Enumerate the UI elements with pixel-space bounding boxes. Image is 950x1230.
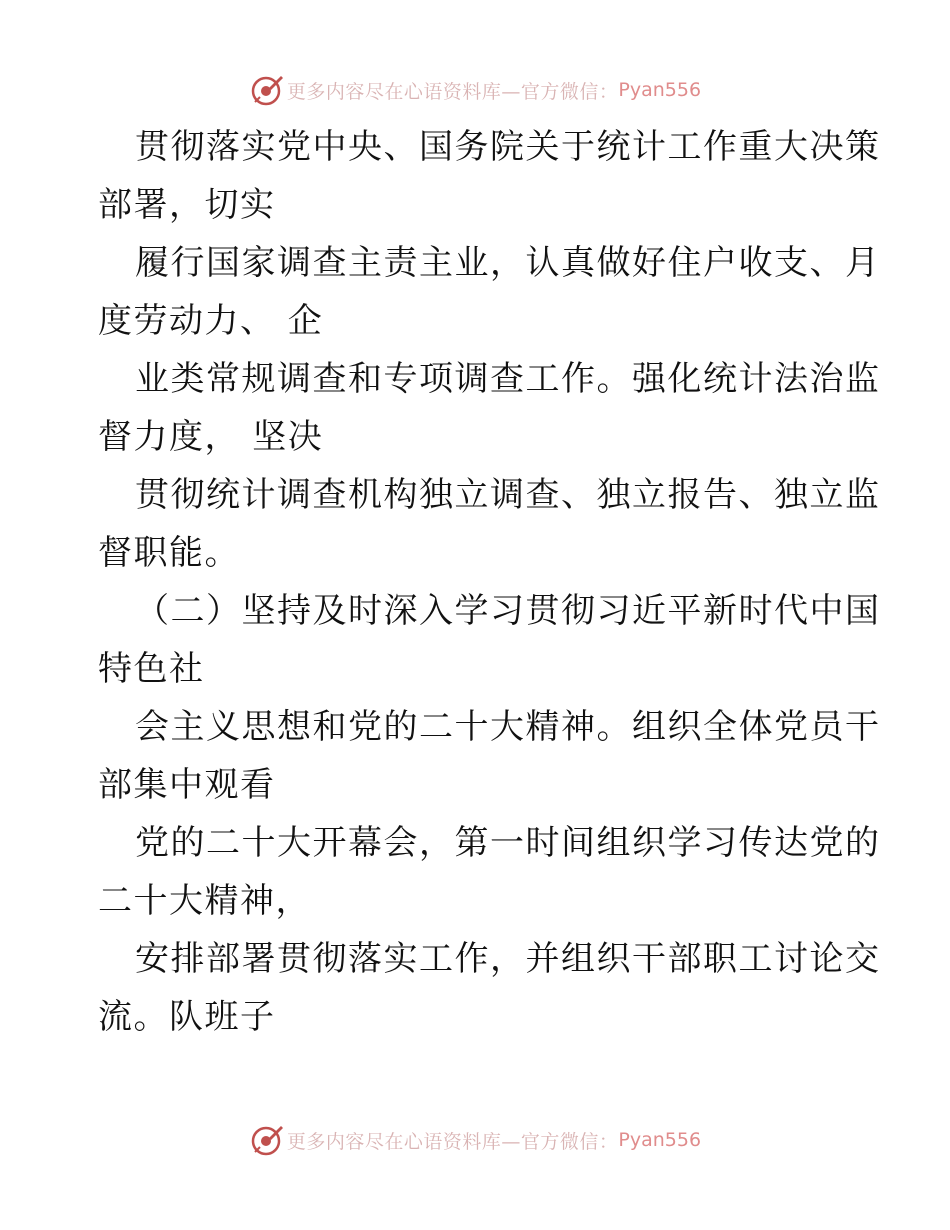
pen-logo-icon xyxy=(249,1122,285,1158)
body-line: 业类常规调查和专项调查工作。强化统计法治监 xyxy=(135,359,881,399)
body-line: （二）坚持及时深入学习贯彻习近平新时代中国 xyxy=(135,591,881,631)
watermark-wechat-id: Pyan556 xyxy=(618,79,702,101)
pen-logo-icon xyxy=(249,72,285,108)
body-line: 督职能。 xyxy=(98,533,240,573)
body-line: 贯彻落实党中央、国务院关于统计工作重大决策 xyxy=(135,127,881,167)
footer-watermark xyxy=(0,1122,950,1158)
body-line: 督力度， 坚决 xyxy=(98,417,324,457)
body-line: 部署，切实 xyxy=(98,185,276,225)
body-line: 特色社 xyxy=(98,649,205,689)
body-line: 部集中观看 xyxy=(98,765,276,805)
watermark-text: 更多内容尽在心语资料库—官方微信： xyxy=(286,1130,619,1153)
document-body xyxy=(98,118,881,1046)
body-line: 安排部署贯彻落实工作，并组织干部职工讨论交 xyxy=(135,939,881,979)
body-line: 会主义思想和党的二十大精神。组织全体党员干 xyxy=(135,707,881,747)
watermark-text: 更多内容尽在心语资料库—官方微信： xyxy=(286,80,619,103)
body-line: 度劳动力、 企 xyxy=(98,301,324,341)
body-line: 党的二十大开幕会，第一时间组织学习传达党的 xyxy=(135,823,881,863)
body-line: 流。队班子 xyxy=(98,997,276,1037)
body-line: 二十大精神， xyxy=(98,881,311,921)
header-watermark xyxy=(0,72,950,108)
body-line: 履行国家调查主责主业，认真做好住户收支、月 xyxy=(135,243,881,283)
watermark-wechat-id: Pyan556 xyxy=(618,1129,702,1151)
body-line: 贯彻统计调查机构独立调查、独立报告、独立监 xyxy=(135,475,881,515)
